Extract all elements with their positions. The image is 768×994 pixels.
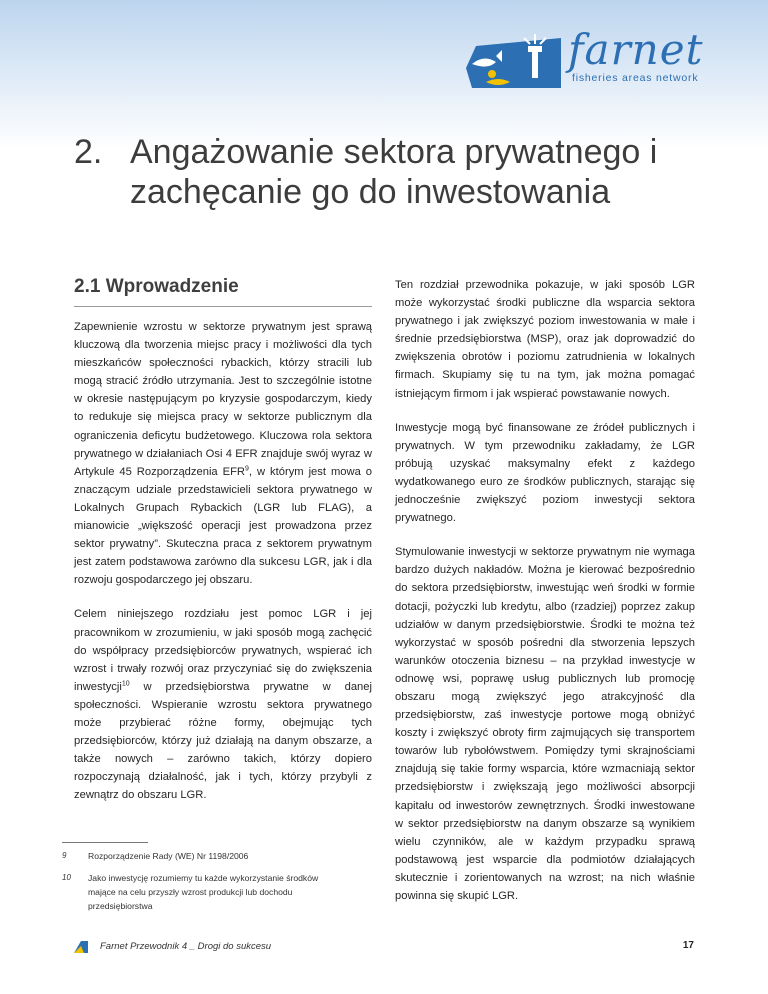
left-paragraph-1 — [74, 318, 372, 589]
footer-title: Farnet Przewodnik 4 _ Drogi do sukcesu — [100, 941, 272, 952]
right-paragraph-1: Ten rozdział przewodnika pokazuje, w jaki sposób LGR może wykorzystać środki publiczne dla wsparcia sektora prywatnego i jak zwiększyć poziom inwestowania w małe i średnie przedsiębiorstwa (MSP), oraz jak doprowadzić do zwiększenia obrotów i poziomu zatrudnienia w lokalnych firmach. Skupiamy się tu na tym, jak można pomagać istniejącym firmom i jak wspierać powstawanie nowych. — [395, 279, 695, 400]
logo-wordmark: farnet — [568, 25, 704, 74]
right-column — [395, 276, 695, 921]
left-p1-text-b: , w którym jest mowa o znaczącym udziale przedstawicieli sektora prywatnego w Lokalnych Grupach Rybackich (LGR lub FLAG), a mianowicie „większość operacji jest prowadzona przez sektor prywatny”. Skuteczna praca z sektorem prywatnym jest zatem podstawowa zarówno dla sukcesu LGR, jak i dla rozwoju gospodarczego jej obszaru. — [74, 465, 372, 587]
footnotes — [62, 842, 342, 921]
left-p2-text-a: Celem niniejszego rozdziału jest pomoc LGR i jej pracownikom w zrozumieniu, w jaki sposób mogą zachęcić do współpracy przedsiębiorców prywatnych, wspierać ich wzrost i trwały rozwój oraz przyczyniać się do zwiększenia inwestycji — [74, 608, 372, 693]
chapter-number: 2. — [74, 133, 103, 171]
left-paragraph-2 — [74, 605, 372, 804]
section-heading: 2.1 Wprowadzenie — [74, 276, 372, 307]
page-footer — [74, 938, 694, 958]
footnote-text: Jako inwestycję rozumiemy tu każde wykorzystanie środków mające na celu przyszły wzrost produkcji lub dochodu przedsiębiorstwa — [88, 873, 319, 911]
left-p2-text-b: w przedsiębiorstwa prywatne w danej społeczności. Wspieranie wzrostu sektora prywatnego może przybierać różne formy, obejmując tych przedsiębiorców, którzy już działają na danym obszarze, a także nowych – zarówno takich, którzy dopiero rozpoczynają działalność, jak i tych, którzy przybyli z zewnątrz do obszaru LGR. — [74, 680, 372, 802]
right-paragraph-3: Stymulowanie inwestycji w sektorze prywatnym nie wymaga bardzo dużych nakładów. Można je kierować bezpośrednio do sektora przedsiębiorstw, inwestując weń środki w formie dotacji, pożyczki lub kredytu, albo (rzadziej) poprzez zakup udziałów w danym przedsiębiorstwie. Środki te można też wykorzystać w sposób pośredni dla stworzenia lepszych warunków otoczenia biznesu – na przykład inwestycje w odnowę wsi, poprawę usług publicznych lub promocję obszaru mogą zwiększyć jego atrakcyjność dla przedsiębiorstw, zaś inwestycje portowe mogą obniżyć koszty i zwiększyć obroty firm zajmujących się transportem towarów lub rybołówstwem. Pomiędzy tymi skrajnościami znajdują się takie formy wsparcia, które wzmacniają sektor przedsiębiorstw i zwiększają jego możliwości absorpcji kapitału od inwestorów zewnętrznych. Środki inwestowane w sektor przedsiębiorstw na danym obszarze są wynikiem wielu czynników, ale w każdym przypadku sprawą podstawową jest wsparcie dla podmiotów działających skutecznie i zorientowanych na wzrost; na nich właśnie powinna się skupić LGR. — [395, 546, 695, 902]
left-column — [74, 318, 372, 820]
footnote-9 — [62, 849, 342, 863]
footnote-number: 10 — [62, 873, 71, 882]
farnet-mark-icon — [74, 941, 88, 953]
footnote-ref-9: 9 — [245, 465, 249, 473]
left-p1-text-a: Zapewnienie wzrostu w sektorze prywatnym jest sprawą kluczową dla tworzenia miejsc pracy i możliwości dla tych mieszkańców społeczności rybackich, którzy stracili lub mogą stracić źródło utrzymania. Jest to szczególnie istotne w okresie następującym po kryzysie gospodarczym, kiedy to redukuje się miejsca pracy w sektorze publicznym dla ograniczenia deficytu budżetowego. Kluczowa rola sektora prywatnego w działaniach Osi 4 EFR znajduje swój wyraz w Artykule 45 Rozporządzenia EFR — [74, 321, 372, 478]
right-paragraph-2: Inwestycje mogą być finansowane ze źródeł publicznych i prywatnych. W tym przewodniku zakładamy, że LGR próbują uzyskać maksymalny efekt z każdego wydatkowanego euro ze środków publicznych, starając się jednocześnie zwiększyć poziom inwestycji sektora prywatnego. — [395, 421, 695, 525]
footnote-number: 9 — [62, 851, 67, 860]
footnote-divider — [62, 842, 148, 843]
chapter-title — [74, 132, 714, 212]
page-number: 17 — [682, 940, 694, 951]
footnote-10 — [62, 871, 342, 913]
logo-tagline: fisheries areas network — [572, 72, 699, 84]
footnote-ref-10: 10 — [121, 680, 130, 688]
footnote-text: Rozporządzenie Rady (WE) Nr 1198/2006 — [88, 851, 249, 861]
chapter-title-text: Angażowanie sektora prywatnego i zachęcanie go do inwestowania — [130, 133, 658, 211]
